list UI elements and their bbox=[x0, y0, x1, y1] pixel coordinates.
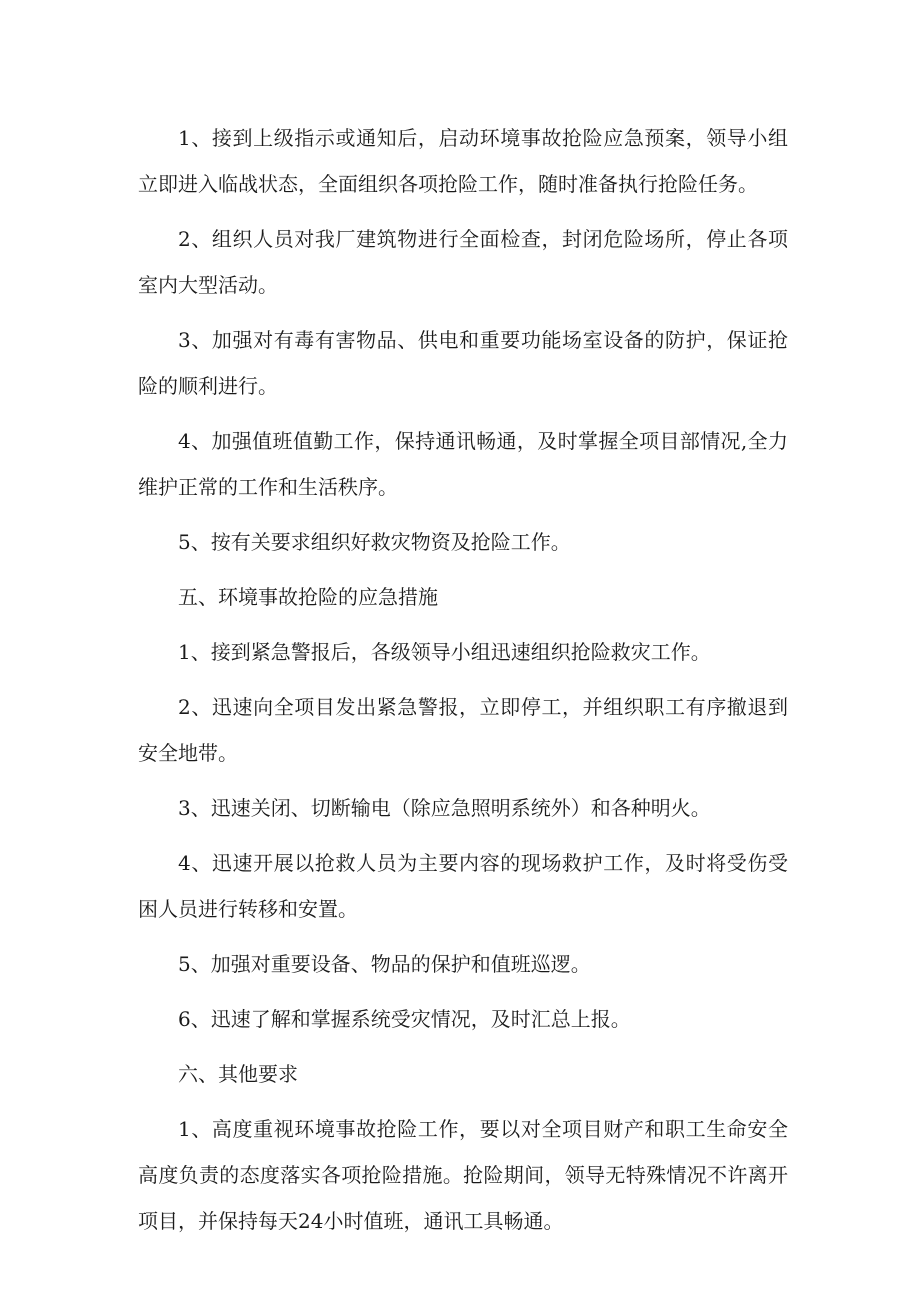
paragraph: 1、高度重视环境事故抢险工作，要以对全项目财产和职工生命安全高度负责的态度落实各项抢险措施。抢险期间，领导无特殊情况不许离开项目，并保持每天24小时值班，通讯工具畅通。 bbox=[138, 1117, 788, 1233]
paragraph: 3、迅速关闭、切断输电（除应急照明系统外）和各种明火。 bbox=[178, 796, 711, 820]
section-heading: 六、其他要求 bbox=[178, 1062, 298, 1086]
section-heading: 五、环境事故抢险的应急措施 bbox=[178, 585, 438, 609]
paragraph: 4、加强值班值勤工作，保持通讯畅通，及时掌握全项目部情况,全力维护正常的工作和生活秩序。 bbox=[138, 429, 788, 499]
paragraph: 5、按有关要求组织好救灾物资及抢险工作。 bbox=[178, 530, 571, 554]
document-body bbox=[138, 115, 788, 1253]
paragraph: 4、迅速开展以抢救人员为主要内容的现场救护工作，及时将受伤受困人员进行转移和安置。 bbox=[138, 851, 788, 921]
paragraph: 5、加强对重要设备、物品的保护和值班巡逻。 bbox=[178, 952, 591, 976]
paragraph: 2、迅速向全项目发出紧急警报，立即停工，并组织职工有序撤退到安全地带。 bbox=[138, 695, 788, 765]
paragraph: 2、组织人员对我厂建筑物进行全面检查，封闭危险场所，停止各项室内大型活动。 bbox=[138, 227, 788, 297]
paragraph: 3、加强对有毒有害物品、供电和重要功能场室设备的防护，保证抢险的顺利进行。 bbox=[138, 328, 788, 398]
paragraph: 1、接到紧急警报后，各级领导小组迅速组织抢险救灾工作。 bbox=[178, 640, 711, 664]
paragraph: 1、接到上级指示或通知后，启动环境事故抢险应急预案，领导小组立即进入临战状态，全面组织各项抢险工作，随时准备执行抢险任务。 bbox=[138, 126, 788, 196]
paragraph: 6、迅速了解和掌握系统受灾情况，及时汇总上报。 bbox=[178, 1007, 631, 1031]
